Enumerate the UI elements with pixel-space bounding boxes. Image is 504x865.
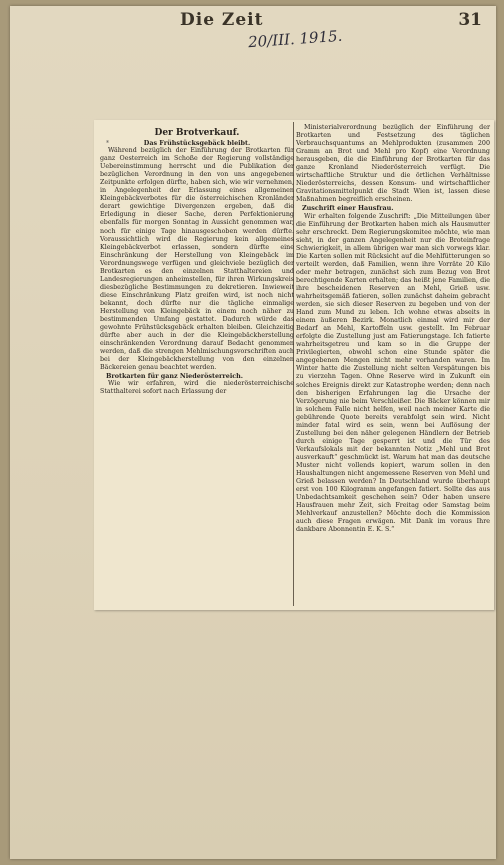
paragraph: Ministerialverordnung bezüglich der Einführung der Brotkarten und Festsetzung des täglichen Verbrauchsquantums an Mehlprodukten (zusammen 200 Gramm an Brot und Mehl pro Kopf) eine Verordnung herausgeben, die die Einführung der Brotkarten für das ganze Kronland Niederösterreich verfügt. Die wirtschaftliche Struktur und die örtlichen Verhältnisse Niederösterreichs, dessen Konsum- und wirtschaftlicher Gravitationsmittelpunkt die Stadt Wien ist, lassen diese Maßnahmen begreiflich erscheinen. — [296, 124, 490, 204]
paragraph: Während bezüglich der Einführung der Brotkarten für ganz Oesterreich im Schoße der Regierung vollständige Uebereinstimmung herrscht und die Publikation der bezüglichen Verordnung in den von uns angegebenen Zeitpunkte erfolgen dürfte, haben sich, wie wir vernehmen, in Angelegenheit der Erlassung eines allgemeinen Kleingebäckverbotes für die österreichischen Kronländer derart gewichtige Divergenzen ergeben, daß die Erledigung in dieser Sache, deren Perfektionierung ebenfalls für morgen Sonntag in Aussicht genommen war, noch für einige Tage hinausgeschoben werden dürfte. Voraussichtlich wird die Regierung kein allgemeines Kleingebäckverbot erlassen, sondern dürfte eine Einschränkung der Herstellung von Kleingebäck im Verordnungswege verfügen und gleichviele bezüglich der Brotkarten es den einzelnen Statthaltereien und Landesregierungen anheimstellen, für ihren Wirkungskreis diesbezügliche Bestimmungen zu dekretieren. Inwieweit diese Einschränkung Platz greifen wird, ist noch nicht bekannt, doch dürfte nur die tägliche einmalige Herstellung von Kleingebäck in einem noch näher zu bestimmenden Umfang gestattet. Dadurch würde das gewohnte Frühstücksgebäck erhalten bleiben. Gleichzeitig dürfte aber auch in der die Kleingebäckherstellung einschränkenden Verordnung darauf Bedacht genommen werden, daß die strengen Mehlmischungsvorschriften auch bei der Kleingebäckherstellung von den einzelnen Bäckereien genau beachtet werden. — [100, 147, 294, 372]
right-column — [296, 124, 490, 534]
margin-mark: * — [106, 140, 109, 147]
newspaper-page — [10, 6, 496, 859]
page-number: 31 — [458, 10, 482, 30]
article-subtitle: Das Frühstücksgebäck bleibt. — [143, 139, 251, 147]
article-title: Der Brotverkauf. — [154, 128, 240, 138]
paragraph: Wie wir erfahren, wird die niederösterreichische Statthalterei sofort nach Erlassung der — [100, 380, 294, 396]
paragraph: Wir erhalten folgende Zuschrift: „Die Mitteilungen über die Einführung der Brotkarten haben mich als Hausmutter sehr erschreckt. Dem Regierungskomitee möchte, wie man sieht, in der ganzen Angelegenheit nur die Broteinfrage Schwierigkeit, in allem übrigen war man sich vorwegs klar. Die Karten sollen mit Rücksicht auf die Mehlfütterungen so verteilt werden, daß Familien, wenn ihre Vorräte 20 Kilo oder mehr betragen, zunächst sich zum Bezug von Brot berechtigende Karten erhalten; das heißt jene Familien, die ihre bescheidenen Reserven an Mehl, Grieß usw. wahrheitsgemäß fatieren, sollen zunächst daheim gebracht werden, sie sich dieser Reserven zu begeben und von der Hand zum Mund zu leben. Ich wohne etwas abseits in einem äußeren Bezirk. Monatlich einmal wird mir der Bedarf an Mehl, Kartoffeln usw. gestellt. Im Februar erfolgte die Zustellung just am Fatierungstage. Ich fatierte wahrheitsgetreu und kam so in die Gruppe der Privilegierten, obwohl schon eine Stunde später die angegebenen Mengen nicht mehr vorhanden waren. Im Winter hatte die Zustellung nicht selten Verspätungen bis zu vierzehn Tagen. Ohne Reserve wird in Zukunft ein solches Ereignis direkt zur Katastrophe werden; denn nach den bisherigen Erfahrungen lag die Ursache der Verzögerung nie beim Verschleißer. Die Bäcker können mir in solchem Falle nicht helfen, weil nach meiner Karte die gebührende Quote bereits verabfolgt sein wird. Nicht minder fatal wird es sein, wenn bei Auflösung der Zustellung bei den näher gelegenen Händlern der Betrieb durch einige Tage gesperrt ist und die Tür des Verkaufslokals mit der bekannten Notiz „Mehl und Brot ausverkauft“ geschmückt ist. Warum hat man das deutsche Muster nicht vollends kopiert, warum sollen in den Haushaltungen nicht angemessene Reserven von Mehl und Grieß belassen werden? In Deutschland wurde überhaupt erst von 100 Kilogramm angefangen fatiert. Sollte das aus Unbedachtsamkeit geschehen sein? Oder haben unsere Hausfrauen mehr Zeit, sich Freitag oder Samstag beim Mehlverkauf anzustellen? Möchte doch die Kommission auch diese Fragen erwägen. Mit Dank im voraus Ihre dankbare Abonnentin E. K. S.“ — [296, 212, 490, 534]
section-heading: Brotkarten für ganz Niederösterreich. — [106, 372, 244, 381]
left-column — [100, 128, 294, 397]
handwritten-date: 20/III. 1915. — [247, 26, 343, 52]
newspaper-clipping — [94, 120, 494, 610]
section-heading: Zuschrift einer Hausfrau. — [302, 204, 394, 213]
masthead: Die Zeit — [180, 10, 264, 30]
